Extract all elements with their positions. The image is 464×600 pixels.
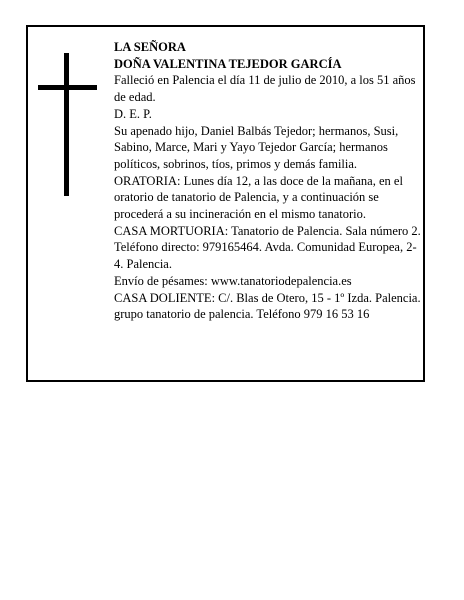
casa-doliente-info: CASA DOLIENTE: C/. Blas de Otero, 15 - 1º Izda. Palencia. xyxy=(114,290,421,305)
death-info: Falleció en Palencia el día 11 de julio de 2010, a los 51 años de edad. xyxy=(114,73,416,105)
dep-line: D. E. P. xyxy=(114,106,152,121)
family-list: Su apenado hijo, Daniel Balbás Tejedor; hermanos, Susi, Sabino, Marce, Mari y Yayo Tejedor García; hermanos políticos, sobrinos, tíos, primos y demás familia. xyxy=(114,123,399,171)
oratoria-info: ORATORIA: Lunes día 12, a las doce de la mañana, en el oratorio de tanatorio de Palencia, y a continuación se procederá a su incineración en el mismo tanatorio. xyxy=(114,173,403,222)
deceased-name: DOÑA VALENTINA TEJEDOR GARCÍA xyxy=(114,56,342,71)
casa-mortuoria-info: CASA MORTUORIA: Tanatorio de Palencia. Sala número 2. Teléfono directo: 979165464. Avda. Comunidad Europea, 2-4. Palencia. xyxy=(114,223,421,272)
obituary-text xyxy=(114,39,422,323)
title-line: LA SEÑORA xyxy=(114,40,186,54)
cross-horizontal-bar xyxy=(38,85,97,90)
footer-info: grupo tanatorio de palencia. Teléfono 979 16 53 16 xyxy=(114,307,370,322)
envio-pesames-info: Envío de pésames: www.tanatoriodepalencia.es xyxy=(114,273,352,288)
cross-vertical-bar xyxy=(64,53,69,196)
